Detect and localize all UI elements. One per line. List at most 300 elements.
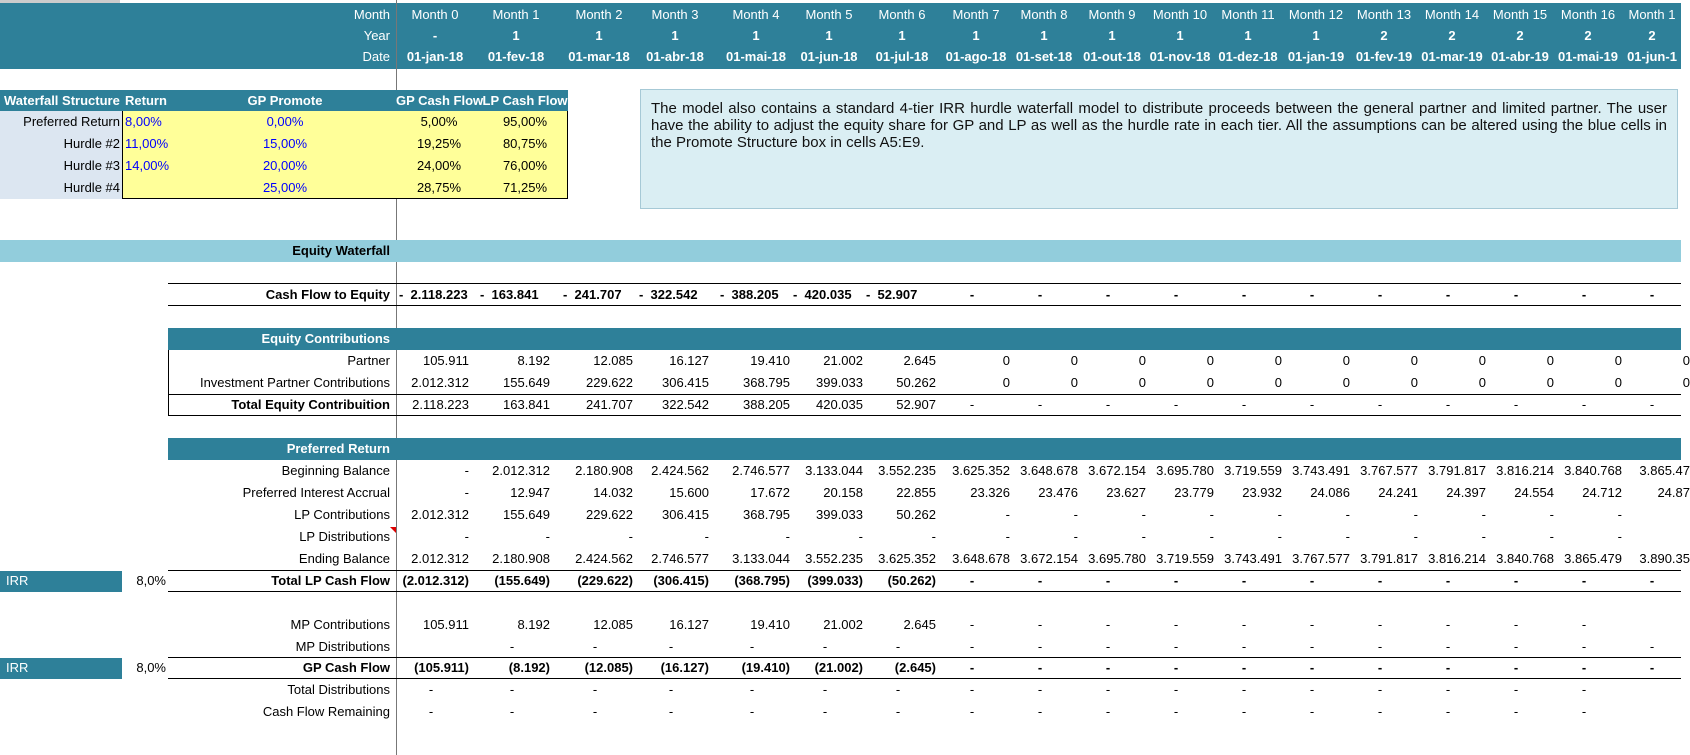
- equity-contribution-value: 12.085: [593, 353, 633, 368]
- total-lp-cash-flow-value: (229.622): [577, 573, 633, 588]
- ws-row-gp: 5,00%: [420, 114, 458, 129]
- header-month: Month 3: [651, 7, 699, 22]
- header-date: 01-jan-19: [1287, 49, 1345, 64]
- preferred-return-value: 23.779: [1174, 485, 1214, 500]
- total-lp-cash-flow-value: -: [1309, 573, 1315, 588]
- ws-row-promote[interactable]: 15,00%: [262, 136, 308, 151]
- header-date: 01-out-18: [1083, 49, 1141, 64]
- gp-cash-flow-value: (8.192): [508, 660, 550, 675]
- total-equity-contribution-value: 163.841: [503, 397, 550, 412]
- header-year: -: [432, 28, 438, 43]
- preferred-return-value: -: [1617, 507, 1622, 522]
- header-month: Month 12: [1288, 7, 1344, 22]
- equity-contribution-value: 0: [1002, 375, 1010, 390]
- total-lp-cash-flow-value: (155.649): [494, 573, 550, 588]
- header-month: Month 13: [1356, 7, 1412, 22]
- header-date: 01-abr-18: [646, 49, 704, 64]
- preferred-return-value: 306.415: [662, 507, 709, 522]
- gp-row-value: [1614, 614, 1690, 636]
- gp-bottom-row-value: -: [1513, 682, 1519, 697]
- gp-cash-flow-value: -: [969, 660, 975, 675]
- header-label-month: Month: [353, 7, 390, 22]
- total-lp-cash-flow-value: -: [1649, 573, 1655, 588]
- preferred-return-value: 24.712: [1582, 485, 1622, 500]
- preferred-return-value: -: [1209, 507, 1214, 522]
- preferred-return-value: -: [1073, 529, 1078, 544]
- gp-row-value: -: [1377, 639, 1383, 654]
- total-lp-cash-flow-value: -: [1581, 573, 1587, 588]
- preferred-return-value: -: [1549, 507, 1554, 522]
- total-equity-contribution-value: 241.707: [586, 397, 633, 412]
- ws-row-return[interactable]: [125, 177, 195, 199]
- header-date: 01-mar-18: [568, 49, 630, 64]
- preferred-return-value: 3.767.577: [1360, 463, 1418, 478]
- header-month: Month 1: [492, 7, 540, 22]
- gp-cash-flow-value: -: [1037, 660, 1043, 675]
- preferred-return-value: 3.816.214: [1428, 551, 1486, 566]
- header-month: Month 2: [575, 7, 623, 22]
- preferred-return-value: -: [931, 529, 936, 544]
- ws-row-promote[interactable]: 0,00%: [266, 114, 304, 129]
- equity-contribution-value: 2.645: [903, 353, 936, 368]
- gp-cash-flow-value: -: [1445, 660, 1451, 675]
- total-equity-contribution-value: -: [1445, 397, 1451, 412]
- header-year: 1: [1108, 28, 1116, 43]
- header-month: Month 15: [1492, 7, 1548, 22]
- equity-contribution-value: 105.911: [422, 353, 469, 368]
- gp-cash-flow-value: -: [1581, 660, 1587, 675]
- gp-row-value: -: [668, 639, 674, 654]
- equity-contribution-value: 155.649: [503, 375, 550, 390]
- equity-contribution-value: 0: [1478, 375, 1486, 390]
- equity-contribution-value: 368.795: [743, 375, 790, 390]
- gp-bottom-row-value: -: [509, 704, 515, 719]
- gp-row-value: 8.192: [517, 617, 550, 632]
- gp-bottom-row-value: -: [822, 682, 828, 697]
- gp-row-value: -: [1513, 639, 1519, 654]
- cash-flow-value: -: [1513, 287, 1519, 302]
- total-lp-cash-flow-value: (399.033): [807, 573, 863, 588]
- gp-row-value: -: [1581, 639, 1587, 654]
- preferred-return-value: 22.855: [896, 485, 936, 500]
- preferred-return-value: 17.672: [750, 485, 790, 500]
- gp-row-value: 12.085: [593, 617, 633, 632]
- header-date: 01-ago-18: [945, 49, 1007, 64]
- gp-bottom-row-label: Cash Flow Remaining: [262, 704, 390, 719]
- gp-row-value: -: [1513, 617, 1519, 632]
- preferred-return-value: 50.262: [896, 507, 936, 522]
- gp-row-value: -: [1173, 617, 1179, 632]
- cash-flow-value: -: [1445, 287, 1451, 302]
- gp-row-value: -: [1445, 639, 1451, 654]
- preferred-return-value: -: [545, 529, 550, 544]
- equity-contribution-label: Investment Partner Contributions: [199, 375, 390, 390]
- preferred-return-value: 3.767.577: [1292, 551, 1350, 566]
- gp-cash-flow-value: -: [1377, 660, 1383, 675]
- ws-row-gp: 19,25%: [416, 136, 462, 151]
- gp-row-value: 19.410: [750, 617, 790, 632]
- preferred-return-value: 2.012.312: [492, 463, 550, 478]
- preferred-return-value: 23.476: [1038, 485, 1078, 500]
- gp-row-label: MP Contributions: [290, 617, 390, 632]
- preferred-return-value: 12.947: [510, 485, 550, 500]
- gp-row-value: -: [822, 639, 828, 654]
- gp-bottom-row-value: -: [428, 682, 434, 697]
- ws-row-label: Hurdle #2: [63, 136, 120, 151]
- preferred-return-value: 3.672.154: [1088, 463, 1146, 478]
- preferred-return-value: 23.627: [1106, 485, 1146, 500]
- preferred-return-value: 3.840.768: [1496, 551, 1554, 566]
- header-label-year: Year: [363, 28, 390, 43]
- preferred-return-value: -: [1481, 507, 1486, 522]
- preferred-return-value: 3.648.678: [952, 551, 1010, 566]
- total-lp-cash-flow-value: -: [1173, 573, 1179, 588]
- cash-flow-value: -: [1649, 287, 1655, 302]
- total-equity-contribution-label: Total Equity Contribuition: [231, 397, 390, 412]
- preferred-return-value: -: [858, 529, 863, 544]
- gp-bottom-row-value: [1614, 679, 1690, 701]
- preferred-return-value: 14.032: [593, 485, 633, 500]
- preferred-return-value: 3.719.559: [1156, 551, 1214, 566]
- header-year: 1: [671, 28, 679, 43]
- preferred-return-value: -: [1277, 529, 1282, 544]
- gp-bottom-row-value: -: [1581, 682, 1587, 697]
- cash-flow-value: -: [1037, 287, 1043, 302]
- gp-row-value: -: [1377, 617, 1383, 632]
- preferred-return-value: 23.932: [1242, 485, 1282, 500]
- total-equity-contribution-value: 2.118.223: [412, 397, 469, 412]
- gp-cash-flow-value: -: [1649, 660, 1655, 675]
- ws-row-label: Hurdle #4: [63, 180, 120, 195]
- header-month: Month 14: [1424, 7, 1480, 22]
- preferred-return-value: 3.625.352: [878, 551, 936, 566]
- ws-row-lp: 95,00%: [502, 114, 548, 129]
- gp-row-value: -: [1581, 617, 1587, 632]
- total-equity-contribution-value: 420.035: [816, 397, 863, 412]
- equity-contribution-value: 0: [1342, 353, 1350, 368]
- gp-cash-flow-value: (16.127): [660, 660, 709, 675]
- preferred-return-value: 3.865.47: [1639, 463, 1690, 478]
- preferred-return-value: [1614, 526, 1690, 548]
- ws-row-promote[interactable]: 25,00%: [262, 180, 308, 195]
- preferred-return-value: -: [1549, 529, 1554, 544]
- irr-gp-value: 8,0%: [136, 660, 166, 675]
- header-month: Month 11: [1221, 7, 1275, 22]
- header-month: Month 10: [1152, 7, 1208, 22]
- header-year: 2: [1584, 28, 1592, 43]
- preferred-return-value: -: [1209, 529, 1214, 544]
- preferred-return-value: -: [464, 485, 469, 500]
- equity-contribution-value: 19.410: [750, 353, 790, 368]
- total-lp-cash-flow-value: -: [1241, 573, 1247, 588]
- gp-bottom-row-value: -: [1241, 682, 1247, 697]
- preferred-return-value: -: [1481, 529, 1486, 544]
- gp-bottom-row-value: -: [592, 704, 598, 719]
- preferred-return-value: 368.795: [743, 507, 790, 522]
- preferred-return-value: -: [1005, 529, 1010, 544]
- header-date: 01-nov-18: [1149, 49, 1211, 64]
- gp-cash-flow-value: -: [1513, 660, 1519, 675]
- total-equity-bottom-border: [168, 415, 1681, 416]
- gp-row-value: -: [592, 639, 598, 654]
- gp-bottom-row-value: -: [1173, 682, 1179, 697]
- equity-contribution-value: 8.192: [517, 353, 550, 368]
- preferred-return-value: 3.840.768: [1564, 463, 1622, 478]
- ws-row-lp: 80,75%: [502, 136, 548, 151]
- equity-contribution-value: 0: [1002, 353, 1010, 368]
- preferred-return-title: Preferred Return: [286, 441, 390, 456]
- equity-contribution-value: 306.415: [662, 375, 709, 390]
- preferred-return-value: -: [628, 529, 633, 544]
- equity-contribution-value: 16.127: [669, 353, 709, 368]
- header-date: 01-dez-18: [1218, 49, 1278, 64]
- gp-bottom-row-value: -: [428, 704, 434, 719]
- equity-contribution-value: 0: [1274, 375, 1282, 390]
- lp-distributions-comment-marker: [390, 527, 396, 533]
- equity-contribution-value: 50.262: [896, 375, 936, 390]
- preferred-return-value: -: [1345, 529, 1350, 544]
- preferred-return-value: 3.133.044: [805, 463, 863, 478]
- gp-bottom-row-value: -: [1309, 704, 1315, 719]
- gp-row-value: -: [509, 639, 515, 654]
- gp-bottom-row-value: -: [1377, 682, 1383, 697]
- ws-row-return[interactable]: 14,00%: [125, 158, 170, 173]
- gp-bottom-row-value: -: [1037, 682, 1043, 697]
- equity-contribution-value: 0: [1614, 375, 1622, 390]
- gp-row-value: -: [1173, 639, 1179, 654]
- model-note: The model also contains a standard 4-tier IRR hurdle waterfall model to distribute proceeds between the general partner and limited partner. The user have the ability to adjust the equity share for GP and LP as well as the hurdle rate in each tier. All the assumptions can be altered using the blue cells in the Promote Structure box in cells A5:E9.: [640, 89, 1678, 209]
- header-year: 1: [972, 28, 980, 43]
- gp-cash-flow-value: (12.085): [584, 660, 633, 675]
- header-top-grayline: [0, 0, 120, 3]
- total-equity-contribution-value: 52.907: [896, 397, 936, 412]
- header-month: Month 5: [805, 7, 853, 22]
- header-year: 1: [825, 28, 833, 43]
- header-date: 01-jan-18: [406, 49, 464, 64]
- preferred-return-row-label: Ending Balance: [298, 551, 390, 566]
- gp-row-value: 2.645: [903, 617, 936, 632]
- gp-bottom-row-value: -: [895, 682, 901, 697]
- total-equity-contribution-value: -: [1377, 397, 1383, 412]
- gp-bottom-row-value: -: [1105, 682, 1111, 697]
- cash-flow-value: - 388.205: [720, 287, 779, 302]
- preferred-return-value: 2.012.312: [411, 551, 469, 566]
- gp-row-value: 16.127: [669, 617, 709, 632]
- header-date: 01-mar-19: [1421, 49, 1483, 64]
- cash-flow-value: -: [1377, 287, 1383, 302]
- preferred-return-value: 2.746.577: [732, 463, 790, 478]
- preferred-return-value: -: [1073, 507, 1078, 522]
- gp-cash-flow-value: (19.410): [741, 660, 790, 675]
- equity-contribution-value: 0: [1274, 353, 1282, 368]
- equity-contribution-value: 0: [1546, 375, 1554, 390]
- total-lp-cash-flow-value: -: [1445, 573, 1451, 588]
- total-lp-cash-flow-value: (306.415): [653, 573, 709, 588]
- gp-row-value: -: [1037, 617, 1043, 632]
- equity-contribution-value: 0: [1546, 353, 1554, 368]
- ws-header-promote: GP Promote: [247, 93, 323, 108]
- preferred-return-value: 229.622: [586, 507, 633, 522]
- header-year: 1: [898, 28, 906, 43]
- cash-flow-value: -: [1241, 287, 1247, 302]
- header-month: Month 8: [1020, 7, 1068, 22]
- gp-bottom-row-value: -: [509, 682, 515, 697]
- preferred-return-value: 3.133.044: [732, 551, 790, 566]
- total-equity-contribution-value: -: [1037, 397, 1043, 412]
- irr-gp-label: IRR: [6, 660, 29, 675]
- header-year: 1: [1040, 28, 1048, 43]
- preferred-return-value: 15.600: [669, 485, 709, 500]
- gp-row-value: -: [1105, 639, 1111, 654]
- equity-contribution-value: 0: [1410, 353, 1418, 368]
- cashflow-bottom-border: [168, 305, 1681, 306]
- preferred-return-value: -: [785, 529, 790, 544]
- preferred-return-value: -: [1413, 507, 1418, 522]
- cash-flow-value: - 2.118.223: [399, 287, 468, 302]
- preferred-return-value: 24.554: [1514, 485, 1554, 500]
- gp-row-value: -: [969, 617, 975, 632]
- preferred-return-value: 24.086: [1310, 485, 1350, 500]
- header-year: 2: [1448, 28, 1456, 43]
- gp-bottom-row-value: -: [1309, 682, 1315, 697]
- preferred-return-value: 2.180.908: [492, 551, 550, 566]
- gp-bottom-row-value: -: [749, 704, 755, 719]
- preferred-return-value: 3.695.780: [1156, 463, 1214, 478]
- header-year: 1: [752, 28, 760, 43]
- cash-flow-value: -: [1105, 287, 1111, 302]
- preferred-return-value: 24.397: [1446, 485, 1486, 500]
- header-date: 01-fev-18: [487, 49, 545, 64]
- preferred-return-value: -: [464, 529, 469, 544]
- gp-bottom-row-value: -: [1581, 704, 1587, 719]
- cash-flow-value: - 241.707: [563, 287, 622, 302]
- equity-contribution-value: 2.012.312: [411, 375, 469, 390]
- preferred-return-value: -: [1277, 507, 1282, 522]
- header-year: 2: [1380, 28, 1388, 43]
- gp-bottom-row-value: -: [1445, 704, 1451, 719]
- total-equity-contribution-value: -: [1513, 397, 1519, 412]
- ws-header-lp: LP Cash Flow: [482, 93, 568, 108]
- header-year: 1: [595, 28, 603, 43]
- total-lp-cash-flow-value: -: [1037, 573, 1043, 588]
- total-lp-cash-flow-value: (50.262): [887, 573, 936, 588]
- header-year: 1: [512, 28, 520, 43]
- ws-row-return[interactable]: 11,00%: [125, 136, 169, 151]
- header-month: Month 9: [1088, 7, 1136, 22]
- preferred-return-row-label: Beginning Balance: [281, 463, 390, 478]
- total-lp-cash-flow-label: Total LP Cash Flow: [271, 573, 390, 588]
- cash-flow-to-equity-label: Cash Flow to Equity: [265, 287, 390, 302]
- total-equity-contribution-value: -: [1309, 397, 1315, 412]
- header-year: 2: [1516, 28, 1524, 43]
- preferred-return-value: -: [1345, 507, 1350, 522]
- preferred-return-value: 3.743.491: [1292, 463, 1350, 478]
- total-lp-cash-flow-value: (368.795): [734, 573, 790, 588]
- preferred-return-value: -: [1005, 507, 1010, 522]
- preferred-return-value: -: [1141, 507, 1146, 522]
- ws-row-promote[interactable]: 20,00%: [262, 158, 308, 173]
- equity-contributions-band: [168, 328, 1681, 350]
- gp-bottom-row-value: -: [1241, 704, 1247, 719]
- gp-bottom-row-value: -: [1377, 704, 1383, 719]
- equity-contribution-value: 0: [1070, 353, 1078, 368]
- header-month: Month 1: [1628, 7, 1676, 22]
- cash-flow-value: - 322.542: [639, 287, 698, 302]
- preferred-return-value: 20.158: [823, 485, 863, 500]
- gp-cash-flow-value: -: [1309, 660, 1315, 675]
- preferred-return-value: 3.625.352: [952, 463, 1010, 478]
- ws-row-gp: 24,00%: [416, 158, 462, 173]
- total-equity-contribution-value: -: [1105, 397, 1111, 412]
- gp-cash-flow-value: -: [1105, 660, 1111, 675]
- equity-contribution-value: 0: [1410, 375, 1418, 390]
- gp-bottom-row-value: [1614, 701, 1690, 723]
- preferred-return-value: 3.648.678: [1020, 463, 1078, 478]
- gp-row-value: -: [1241, 639, 1247, 654]
- gp-row-value: -: [1037, 639, 1043, 654]
- gp-bottom-row-value: -: [1513, 704, 1519, 719]
- preferred-return-value: 3.791.817: [1360, 551, 1418, 566]
- ws-row-lp: 71,25%: [502, 180, 548, 195]
- gp-row-value: -: [1105, 617, 1111, 632]
- total-lp-cash-flow-value: -: [969, 573, 975, 588]
- equity-contribution-value: 0: [1682, 375, 1690, 390]
- gp-row-value: [393, 636, 469, 658]
- preferred-return-value: -: [704, 529, 709, 544]
- preferred-return-value: 2.180.908: [575, 463, 633, 478]
- gp-cash-flow-value: (21.002): [814, 660, 863, 675]
- gp-bottom-row-value: -: [969, 704, 975, 719]
- preferred-return-value: 3.719.559: [1224, 463, 1282, 478]
- gp-row-value: 105.911: [422, 617, 469, 632]
- header-month: Month 4: [732, 7, 780, 22]
- cash-flow-value: -: [1581, 287, 1587, 302]
- preferred-return-value: 3.552.235: [878, 463, 936, 478]
- header-date: 01-jun-18: [800, 49, 858, 64]
- ws-header-gp: GP Cash Flow: [396, 93, 484, 108]
- gp-bottom-row-value: -: [592, 682, 598, 697]
- ws-row-return[interactable]: 8,00%: [125, 114, 162, 129]
- equity-contribution-value: 229.622: [586, 375, 633, 390]
- header-year: 1: [1312, 28, 1320, 43]
- preferred-return-value: [1614, 504, 1690, 526]
- gp-row-value: -: [895, 639, 901, 654]
- equity-contribution-value: 399.033: [816, 375, 863, 390]
- cash-flow-value: - 163.841: [480, 287, 539, 302]
- preferred-return-row-label: LP Contributions: [294, 507, 390, 522]
- preferred-return-value: 23.326: [970, 485, 1010, 500]
- gp-cash-flow-value: (2.645): [894, 660, 936, 675]
- preferred-return-value: -: [1617, 529, 1622, 544]
- gp-row-value: 21.002: [823, 617, 863, 632]
- ws-header-label: Waterfall Structure: [4, 93, 120, 108]
- header-year: 1: [1244, 28, 1252, 43]
- gp-row-value: -: [1241, 617, 1247, 632]
- preferred-return-value: 3.552.235: [805, 551, 863, 566]
- gp-row-value: -: [749, 639, 755, 654]
- equity-contribution-value: 0: [1614, 353, 1622, 368]
- ws-row-gp: 28,75%: [416, 180, 462, 195]
- gp-row-value: -: [1445, 617, 1451, 632]
- gp-bottom-row-value: -: [668, 682, 674, 697]
- gp-bottom-row-value: -: [822, 704, 828, 719]
- total-equity-contribution-value: -: [1173, 397, 1179, 412]
- ws-row-label: Preferred Return: [23, 114, 120, 129]
- cash-flow-value: -: [1173, 287, 1179, 302]
- header-year: 1: [1176, 28, 1184, 43]
- total-equity-contribution-value: -: [1649, 397, 1655, 412]
- preferred-return-value: 3.672.154: [1020, 551, 1078, 566]
